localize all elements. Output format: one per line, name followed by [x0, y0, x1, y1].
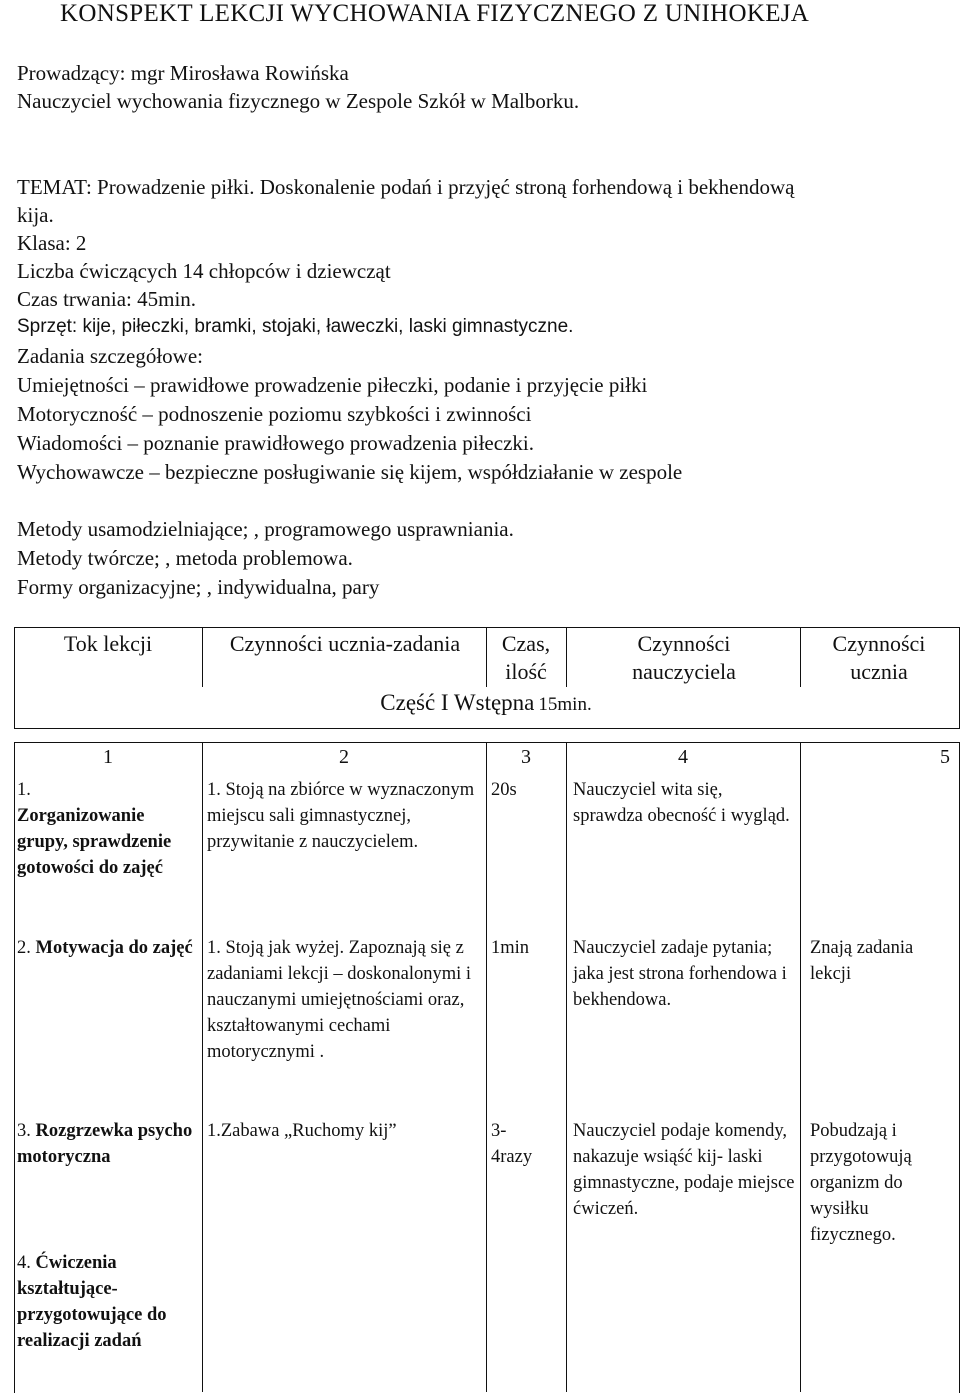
- table-row-2-time: 1min: [491, 938, 530, 958]
- part-title: Część I Wstępna: [380, 690, 535, 715]
- body-divider-4: [800, 742, 801, 1392]
- methods-line-1: Metody usamodzielniające; , programowego usprawniania.: [17, 517, 514, 541]
- column-number-4: 4: [678, 746, 688, 768]
- column-number-3: 3: [521, 746, 531, 768]
- task-number: 1.: [207, 780, 221, 800]
- body-divider-1: [202, 742, 203, 1392]
- column-number-5: 5: [940, 746, 950, 768]
- knowledge-line: Wiadomości – poznanie prawidłowego prowadzenia piłeczki.: [17, 431, 534, 455]
- step-number: 1.: [17, 780, 31, 800]
- duration-line: Czas trwania: 45min.: [17, 287, 197, 311]
- header-col-4: Czynności nauczyciela: [632, 631, 736, 684]
- equipment-line: Sprzęt: kije, piłeczki, bramki, stojaki, ławeczki, laski gimnastyczne.: [17, 316, 574, 337]
- forms-line: Formy organizacyjne; , indywidualna, pary: [17, 575, 380, 599]
- table-row-3-step: [17, 1118, 197, 1170]
- educational-line: Wychowawcze – bezpieczne posługiwanie się kijem, współdziałanie w zespole: [17, 460, 683, 484]
- table-row-1-teacher: Nauczyciel wita się, sprawdza obecność i wygląd.: [573, 780, 790, 826]
- position-line: Nauczyciel wychowania fizycznego w Zespole Szkół w Malborku.: [17, 89, 580, 113]
- table-row-2-teacher: Nauczyciel zadaje pytania; jaka jest strona forhendowa i bekhendowa.: [573, 938, 787, 1010]
- step-label: Zorganizowanie grupy, sprawdzenie gotowości do zajęć: [17, 806, 172, 878]
- participants-line: Liczba ćwiczących 14 chłopców i dziewcząt: [17, 259, 391, 283]
- part-time: 15min.: [538, 694, 592, 715]
- methods-line-2: Metody twórcze; , metoda problemowa.: [17, 546, 353, 570]
- column-number-2: 2: [339, 746, 349, 768]
- part-heading: [14, 690, 958, 716]
- table-row-3-task: [207, 1118, 481, 1144]
- task-number: 1.: [207, 938, 221, 958]
- header-col-5: Czynności ucznia: [832, 631, 926, 684]
- header-divider-1: [202, 627, 203, 687]
- task-text: Stoją na zbiórce w wyznaczonym miejscu sali gimnastycznej, przywitanie z nauczycielem.: [207, 780, 475, 852]
- header-divider-3: [566, 627, 567, 687]
- topic-line-2: kija.: [17, 203, 54, 227]
- table-row-2-student: Znają zadania lekcji: [810, 938, 914, 984]
- body-divider-2: [486, 742, 487, 1392]
- table-row-3-time: 3-4razy: [491, 1121, 533, 1167]
- step-number: 3.: [17, 1121, 31, 1141]
- step-label: Rozgrzewka psychomotoryczna: [17, 1121, 193, 1167]
- class-line: Klasa: 2: [17, 231, 87, 255]
- header-col-3: Czas, ilość: [501, 631, 551, 684]
- table-row-3-teacher: Nauczyciel podaje komendy, nakazuje wsiąść kij- laski gimnastyczne, podaje miejsce ćwiczeń.: [573, 1121, 795, 1219]
- step-label: Motywacja do zajęć: [35, 938, 193, 958]
- table-row-3-student: Pobudzają i przygotowują organizm do wysiłku fizycznego.: [810, 1121, 912, 1245]
- header-col-1: Tok lekcji: [63, 631, 153, 656]
- document-title: KONSPEKT LEKCJI WYCHOWANIA FIZYCZNEGO Z UNIHOKEJA: [60, 0, 810, 27]
- table-row-1-step: [17, 777, 197, 881]
- table-row-4-step: [17, 1250, 197, 1354]
- body-divider-3: [566, 742, 567, 1392]
- column-number-1: 1: [103, 746, 113, 768]
- instructor-line: Prowadzący: mgr Mirosława Rowińska: [17, 61, 349, 85]
- skills-line: Umiejętności – prawidłowe prowadzenie piłeczki, podanie i przyjęcie piłki: [17, 373, 648, 397]
- table-row-1-time: 20s: [491, 780, 517, 800]
- header-divider-2: [486, 627, 487, 687]
- table-row-2-step: [17, 935, 197, 961]
- task-text: Stoją jak wyżej. Zapoznają się z zadaniami lekcji – doskonalonymi i nauczanymi umiejętnościami oraz, kształtowanymi cechami motorycznymi .: [207, 938, 472, 1062]
- header-divider-4: [800, 627, 801, 687]
- step-number: 4.: [17, 1253, 31, 1273]
- step-number: 2.: [17, 938, 31, 958]
- task-number: 1.: [207, 1121, 221, 1141]
- topic-line-1: TEMAT: Prowadzenie piłki. Doskonalenie podań i przyjęć stroną forhendową i bekhendową: [17, 175, 795, 199]
- table-row-1-task: [207, 777, 481, 855]
- task-text: Zabawa „Ruchomy kij”: [220, 1121, 397, 1141]
- header-col-2: Czynności ucznia-zadania: [229, 631, 461, 656]
- table-row-2-task: [207, 935, 481, 1065]
- motor-line: Motoryczność – podnoszenie poziomu szybkości i zwinności: [17, 402, 532, 426]
- tasks-heading: Zadania szczegółowe:: [17, 344, 203, 368]
- step-label: Ćwiczenia kształtujące-przygotowujące do realizacji zadań: [17, 1253, 167, 1351]
